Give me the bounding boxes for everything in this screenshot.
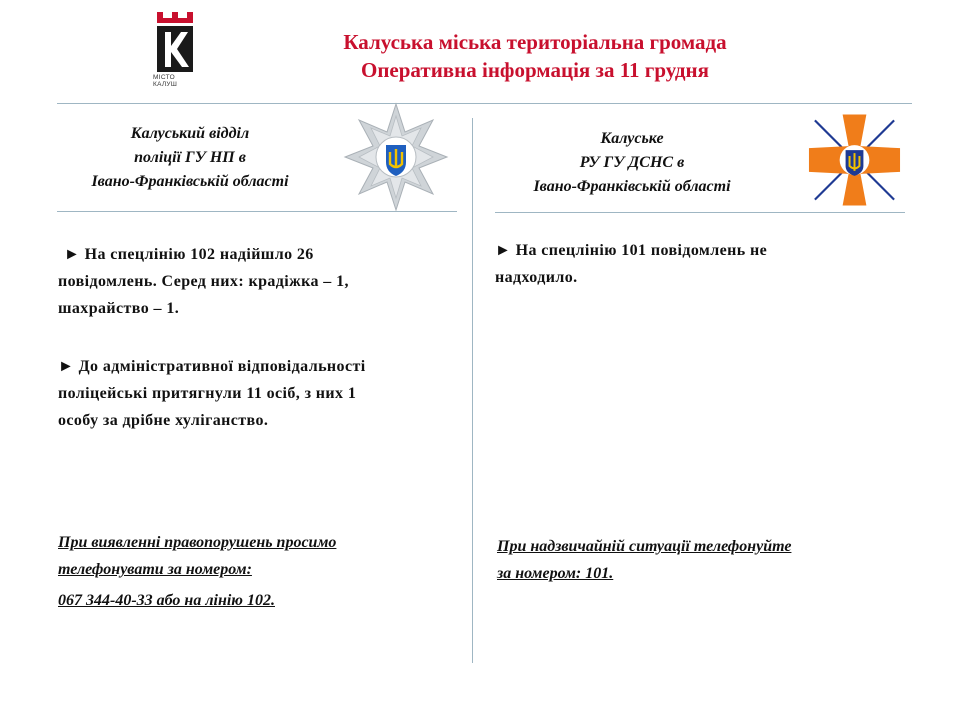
police-calls-paragraph: ► На спецлінію 102 надійшло 26 повідомлень. Серед них: крадіжка – 1, шахрайство – 1. — [58, 246, 349, 317]
logo-caption: МІСТО КАЛУШ — [153, 74, 178, 88]
page-title — [250, 28, 820, 84]
dsns-title-divider — [495, 212, 905, 213]
dsns-cross-emblem-icon — [805, 110, 904, 210]
police-star-badge-icon — [341, 102, 451, 212]
column-divider — [472, 118, 473, 663]
police-admin-paragraph: ► До адміністративної відповідальності поліцейські притягнули 11 осіб, з них 1 особу за дрібне хуліганство. — [58, 358, 366, 429]
police-contact-notice: При виявленні правопорушень просимо телефонувати за номером: 067 344-40-33 або на лінію 102. — [58, 534, 337, 609]
dsns-contact-notice: При надзвичайній ситуації телефонуйте за номером: 101. — [497, 538, 792, 582]
dsns-unit-title: Калуське РУ ГУ ДСНС в Івано-Франківській області — [533, 130, 731, 195]
title-line-2: Оперативна інформація за 11 грудня — [360, 58, 709, 82]
police-unit-title: Калуський відділ поліції ГУ НП в Івано-Франківській області — [91, 125, 289, 190]
title-line-1: Калуська міська територіальна громада — [343, 30, 727, 54]
dsns-calls-paragraph: ► На спецлінію 101 повідомлень не надходило. — [495, 242, 768, 286]
header-divider — [57, 103, 912, 104]
